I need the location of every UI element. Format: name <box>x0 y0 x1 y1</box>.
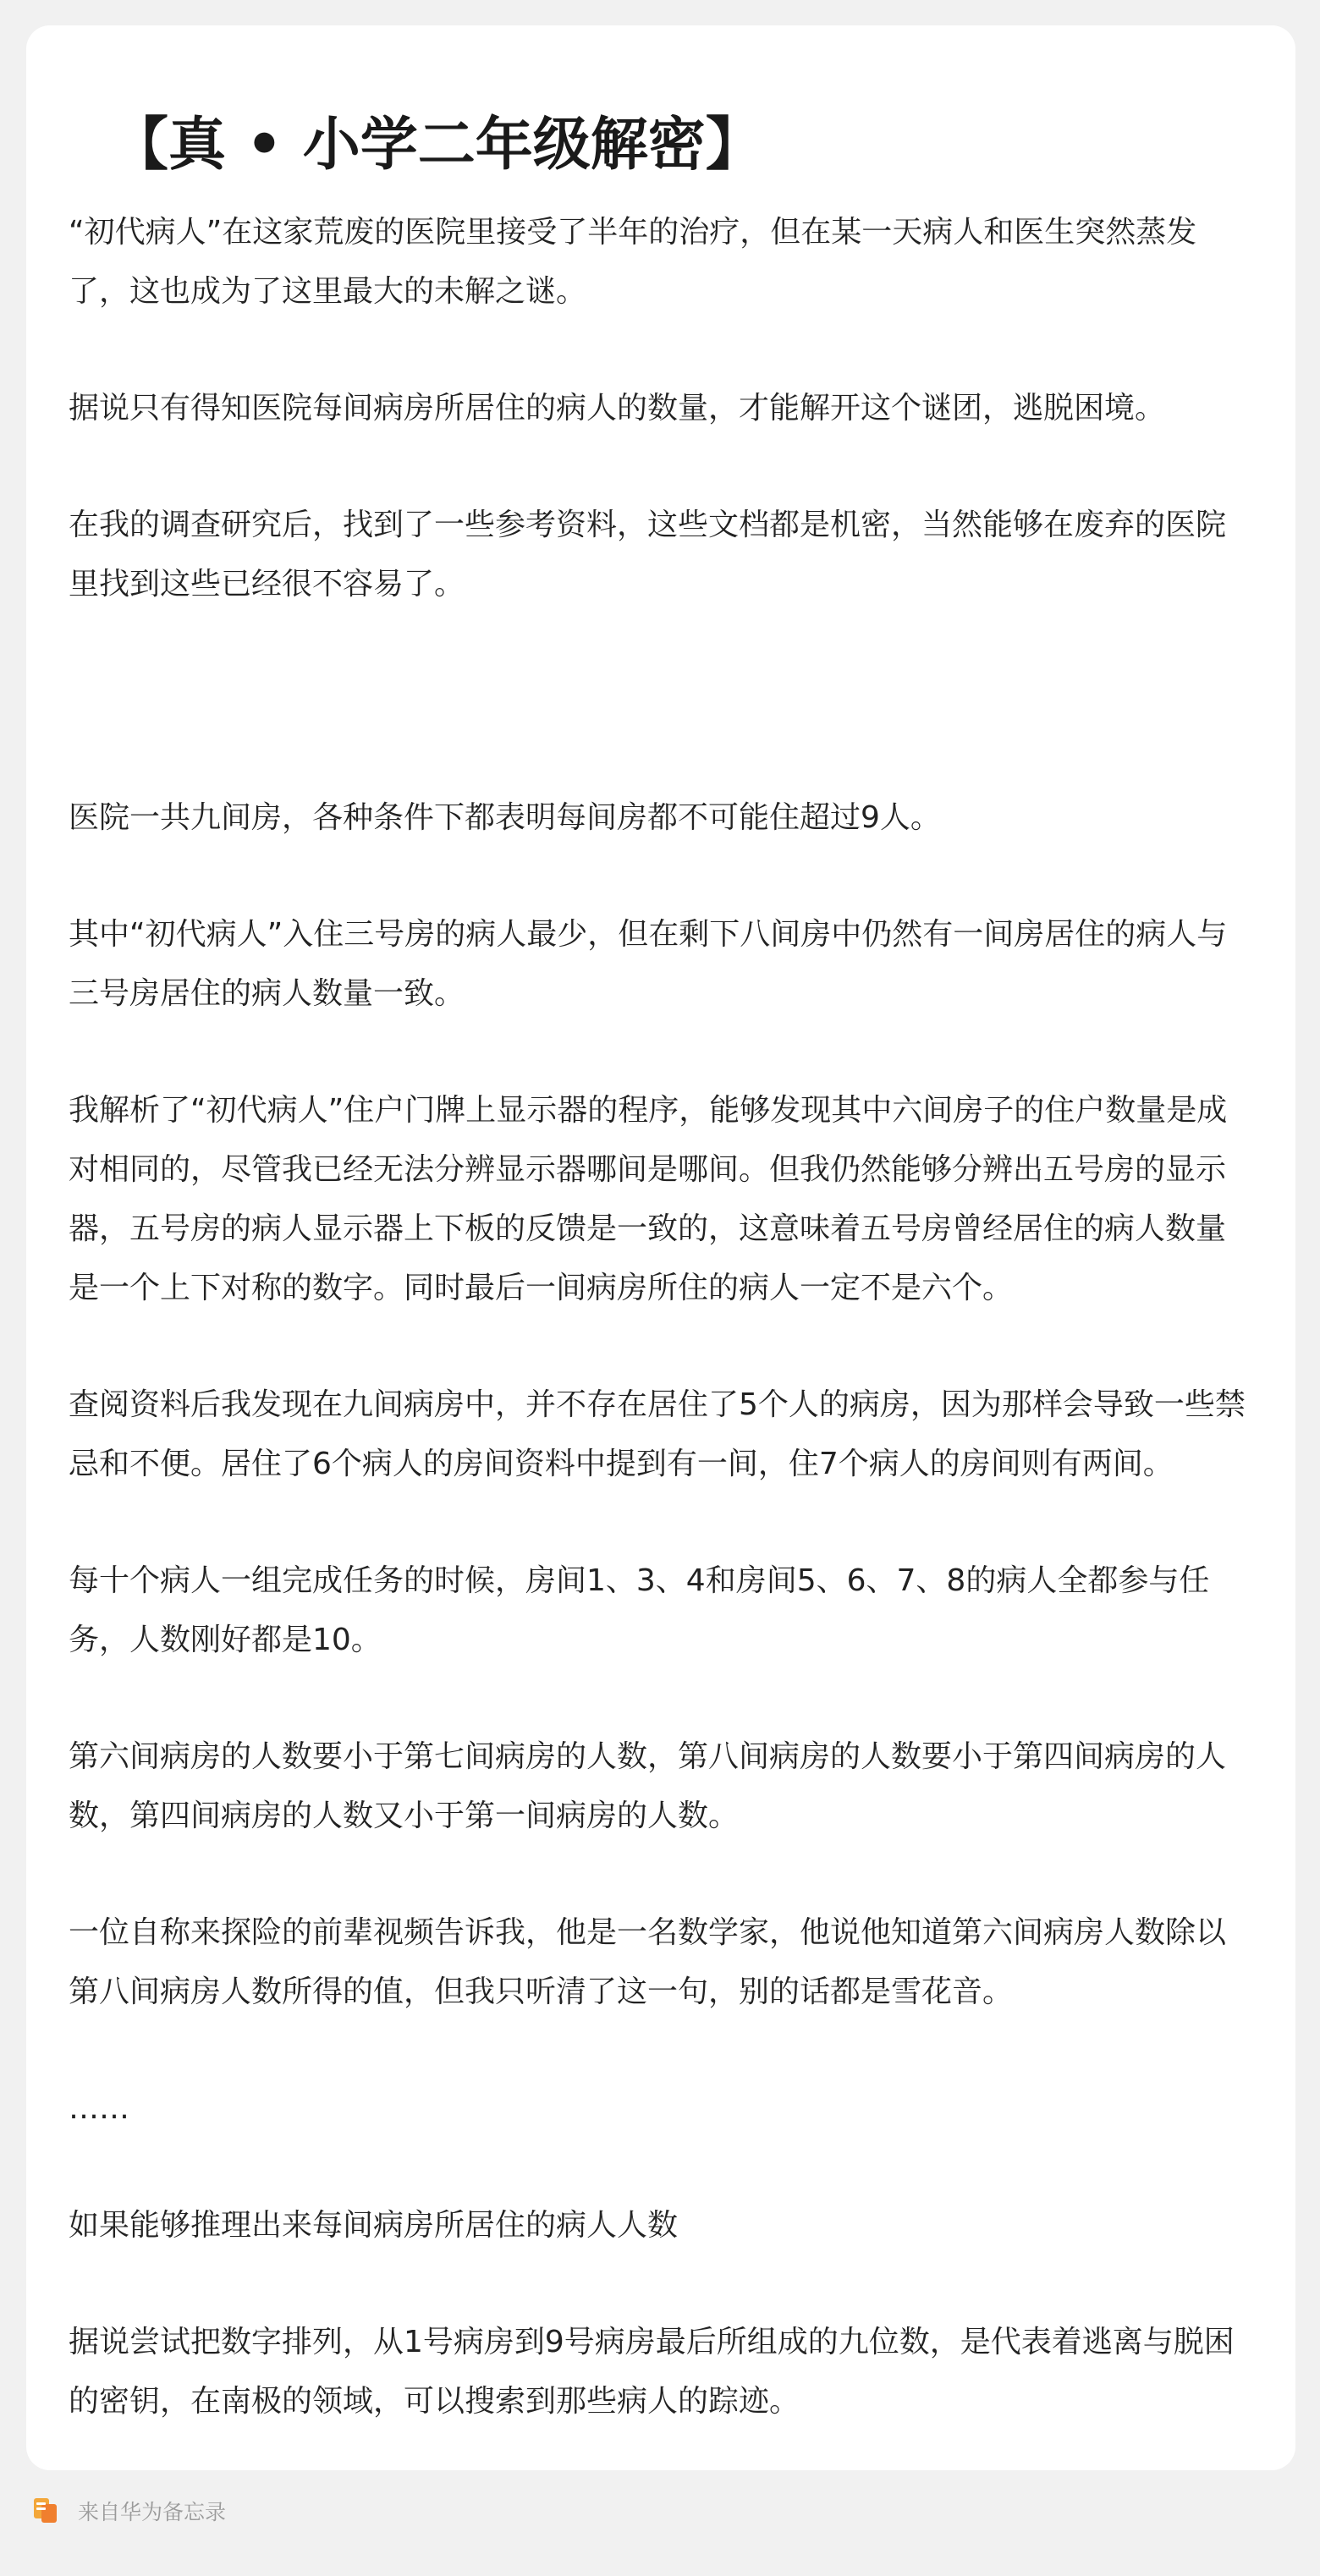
source-label: 来自华为备忘录 <box>78 2500 227 2524</box>
note-paragraph: 我解析了“初代病人”住户门牌上显示器的程序，能够发现其中六间房子的住户数量是成对相同的，尽管我已经无法分辨显示器哪间是哪间。但我仍然能够分辨出五号房的显示器，五号房的病人显示器上下板的反馈是一致的，这意味着五号房曾经居住的病人数量是一个上下对称的数字。同时最后一间病房所住的病人一定不是六个。 <box>69 1093 1228 1305</box>
note-paragraph: 其中“初代病人”入住三号房的病人最少，但在剩下八间房中仍然有一间房居住的病人与三号房居住的病人数量一致。 <box>69 917 1228 1011</box>
source-footer <box>34 2494 226 2528</box>
note-paragraph: 一位自称来探险的前辈视频告诉我，他是一名数学家，他说他知道第六间病房人数除以第八间病房人数所得的值，但我只听清了这一句，别的话都是雪花音。 <box>69 1915 1227 2009</box>
note-body <box>69 203 1253 2431</box>
note-paragraph: 医院一共九间房，各种条件下都表明每间房都不可能住超过9人。 <box>69 800 941 835</box>
note-paragraph: 第六间病房的人数要小于第七间病房的人数，第八间病房的人数要小于第四间病房的人数，第四间病房的人数又小于第一间病房的人数。 <box>69 1739 1227 1833</box>
note-paragraph: 据说只有得知医院每间病房所居住的病人的数量，才能解开这个谜团，逃脱困境。 <box>69 391 1166 426</box>
note-paragraph: …… <box>69 2091 129 2126</box>
note-paragraph: 据说尝试把数字排列，从1号病房到9号病房最后所组成的九位数，是代表着逃离与脱困的密钥，在南极的领域，可以搜索到那些病人的踪迹。 <box>69 2325 1235 2419</box>
memo-app-icon <box>34 2498 58 2524</box>
note-title: 【真 • 小学二年级解密】 <box>111 112 763 179</box>
note-card <box>26 25 1295 2470</box>
note-paragraph: 查阅资料后我发现在九间病房中，并不存在居住了5个人的病房，因为那样会导致一些禁忌和不便。居住了6个病人的房间资料中提到有一间，住7个病人的房间则有两间。 <box>69 1387 1246 1481</box>
note-paragraph: 如果能够推理出来每间病房所居住的病人人数 <box>69 2208 679 2243</box>
note-paragraph: “初代病人”在这家荒废的医院里接受了半年的治疗，但在某一天病人和医生突然蒸发了，这也成为了这里最大的未解之谜。 <box>69 215 1197 309</box>
note-paragraph: 每十个病人一组完成任务的时候，房间1、3、4和房间5、6、7、8的病人全都参与任务，人数刚好都是10。 <box>69 1563 1210 1657</box>
note-blank-line <box>69 672 1253 731</box>
note-paragraph: 在我的调查研究后，找到了一些参考资料，这些文档都是机密，当然能够在废弃的医院里找到这些已经很不容易了。 <box>69 508 1227 601</box>
